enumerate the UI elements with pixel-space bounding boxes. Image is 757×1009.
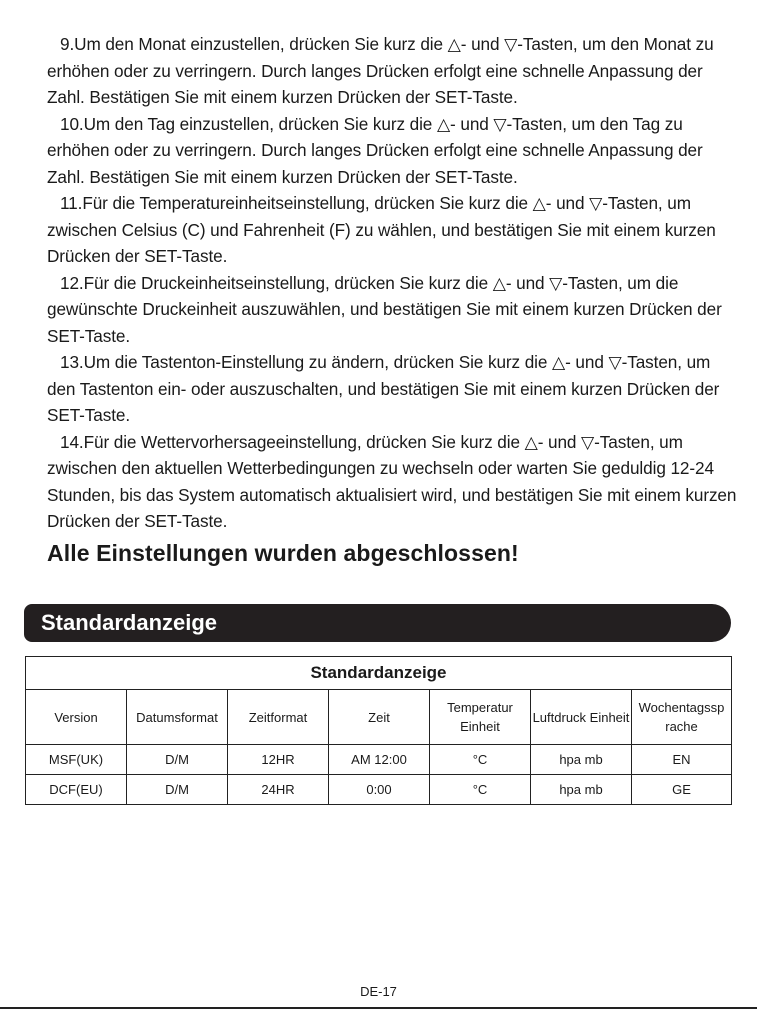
table-cell: MSF(UK) (26, 745, 127, 775)
table-caption: Standardanzeige (26, 657, 732, 690)
table-cell: hpa mb (531, 745, 632, 775)
column-header: Temperatur Einheit (430, 690, 531, 745)
instruction-steps (47, 31, 737, 535)
step-14: 14.Für die Wettervorhersageeinstellung, drücken Sie kurz die △- und ▽-Tasten, um zwischen den aktuellen Wetterbedingungen zu wechseln oder warten Sie geduldig 12-24 Stunden, bis das System automatisch aktualisiert wird, und bestätigen Sie mit einem kurzen Drücken der SET-Taste. (47, 431, 737, 531)
table-cell: GE (632, 775, 732, 805)
column-header: Version (26, 690, 127, 745)
step-11: 11.Für die Temperatureinheitseinstellung, drücken Sie kurz die △- und ▽-Tasten, um zwischen Celsius (C) und Fahrenheit (F) zu wählen, und bestätigen Sie mit einem kurzen Drücken der SET-Taste. (47, 193, 716, 266)
column-header: Wochentagssp rache (632, 690, 732, 745)
completion-heading: Alle Einstellungen wurden abgeschlossen! (47, 540, 519, 566)
table-cell: °C (430, 775, 531, 805)
table-cell: D/M (127, 775, 228, 805)
section-title: Standardanzeige (41, 610, 218, 635)
table-cell: EN (632, 745, 732, 775)
table-cell: 24HR (228, 775, 329, 805)
table-cell: 12HR (228, 745, 329, 775)
standard-display-table (25, 656, 732, 805)
step-13: 13.Um die Tastenton-Einstellung zu ändern, drücken Sie kurz die △- und ▽-Tasten, um den Tastenton ein- oder auszuschalten, und bestätigen Sie mit einem kurzen Drücken der SET-Taste. (47, 352, 720, 425)
table-cell: hpa mb (531, 775, 632, 805)
page-number: DE-17 (360, 984, 397, 999)
table-cell: 0:00 (329, 775, 430, 805)
table-cell: AM 12:00 (329, 745, 430, 775)
column-header: Datumsformat (127, 690, 228, 745)
column-header: Zeitformat (228, 690, 329, 745)
table-row (26, 745, 732, 775)
step-12: 12.Für die Druckeinheitseinstellung, drücken Sie kurz die △- und ▽-Tasten, um die gewünschte Druckeinheit auszuwählen, und bestätigen Sie mit einem kurzen Drücken der SET-Taste. (47, 272, 722, 346)
table-cell: DCF(EU) (26, 775, 127, 805)
column-header: Zeit (329, 690, 430, 745)
table-cell: °C (430, 745, 531, 775)
table-cell: D/M (127, 745, 228, 775)
section-banner (24, 604, 731, 642)
column-header: Luftdruck Einheit (531, 690, 632, 745)
step-9: 9.Um den Monat einzustellen, drücken Sie kurz die △- und ▽-Tasten, um den Monat zu erhöhen oder zu verringern. Durch langes Drücken erfolgt eine schnelle Anpassung der Zahl. Bestätigen Sie mit einem kurzen Drücken der SET-Taste. (47, 34, 714, 107)
table-row (26, 775, 732, 805)
step-10: 10.Um den Tag einzustellen, drücken Sie kurz die △- und ▽-Tasten, um den Tag zu erhöhen oder zu verringern. Durch langes Drücken erfolgt eine schnelle Anpassung der Zahl. Bestätigen Sie mit einem kurzen Drücken der SET-Taste. (47, 113, 703, 187)
